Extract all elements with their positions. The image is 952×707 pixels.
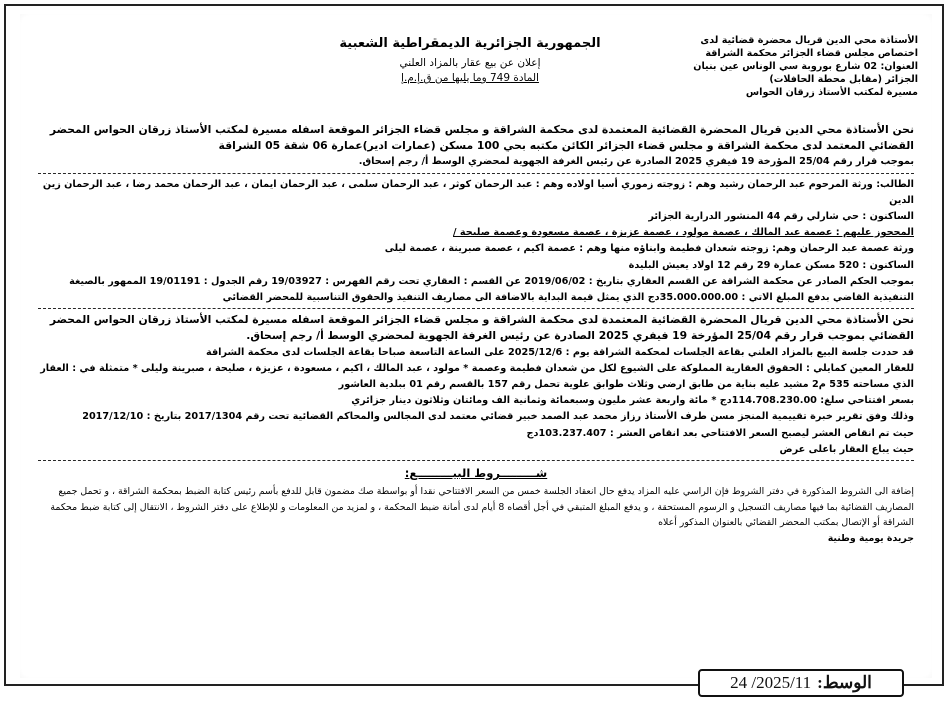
auction-notice-scan	[20, 14, 932, 678]
issuer-line: اختصاص مجلس قضاء الجزائر محكمة الشراقة	[705, 48, 918, 59]
paragraph: الطالب: ورثة المرحوم عبد الرحمان رشيد وهم : زوجته زموري أسيا اولاده وهم : عبد الرحمان كوثر ، عبد الرحمان سلمى ، عبد الرحمان ايمان ، عبد الرحمان محمد رضا ، عبد الرحمان زين الدين	[42, 178, 914, 206]
paragraph: الساكنون : 520 مسكن عمارة 29 رقم 12 اولاد يعيش البليدة	[628, 259, 914, 271]
paragraph: قد حددت جلسة البيع بالمزاد العلني بقاعة الجلسات لمحكمة الشراقة يوم : 2025/12/6 على الساعة التاسعة صباحا بقاعة الجلسات لدى محكمة الشراقة	[205, 346, 914, 358]
paragraph: للعقار المعين كمايلي : الحقوق العقارية المملوكة على الشيوع لكل من شعدان فطيمة وعصمة * مولود ، عبد المالك ، اكيم ، مسعودة ، عزيزة ، صليحة ، صبرينة وليلى * متمثلة في : العقار الذي مساحته 535 م2 مشيد عليه بناية من طابق ارضي وثلاث طوابق علوية تحمل رقم 157 بالقسم رقم 01 ببلدية العاشور	[40, 362, 914, 391]
paragraph: بموجب الحكم الصادر عن محكمة الشراقة عن القسم العقاري بتاريخ : 2019/06/02 عن القسم : العقاري تحت رقم الفهرس : 19/03927 رقم الجدول : 19/01191 الممهور بالصيغة التنفيذية القاضي بدفع المبلغ الاتي : 35.000.000.00دج الذي يمثل قيمة البداية بالاضافة الى مصاريف التنفيذ والحقوق التناسبية للمحضر القضائي	[69, 275, 914, 304]
paragraph: نحن الأستاذة محي الدين قريال المحضرة القضائية المعتمدة لدى محكمة الشراقة و مجلس قضاء الجزائر الموقعة اسفله مسيرة لمكتب الأستاذ زرقان الحواس المحضر القضائي بموجب قرار رقم 25/04 المؤرخة 19 فيفري 2025 الصادرة عن رئيس الغرفة الجهوية لمحضري الوسط أ/ رجم إسحاق.	[49, 313, 914, 343]
paragraph: الساكنون : حي شارلي رقم 44 المنشور الدرارية الجزائر	[648, 211, 914, 223]
conditions-title: شـــــــــروط البيـــــــــع:	[404, 466, 548, 481]
newspaper-name: الوسط:	[817, 673, 872, 692]
issuer-block	[638, 34, 918, 99]
publication-date: 2025/11/ 24	[730, 673, 812, 692]
divider	[38, 308, 914, 309]
issuer-line: العنوان: 02 شارع بوروبة سي الوناس عين بنيان	[693, 61, 918, 72]
newspaper-clipping	[4, 4, 944, 686]
divider	[38, 460, 914, 461]
paragraph: ورثة عصمة عبد الرحمان وهم: زوجته شعدان فطيمة وابناؤه منها وهم : عصمة اكيم ، عصمة صبرينة ، عصمة ليلى	[384, 243, 914, 255]
paragraph: حيث يباع العقار باعلى عرض	[779, 443, 914, 455]
conditions-text: إضافة الى الشروط المذكورة في دفتر الشروط فإن الراسي عليه المزاد يدفع حال انعقاد الجلسة خمس من السعر الافتتاحي نقدا أو بواسطة صك مضمون قابل للدفع بأسم رئيس كتابة الضبط بمحكمة الشراقة ، و تحمل جميع المصاريف القضائية بما فيها مصاريف التسجيل و الرسوم المستحقة ، و يدفع المبلغ المتبقي في أجل أقصاه 8 أيام لدى أمانة ضبط المحكمة ، و لمزيد من المعلومات و للإطلاع على دفتر الشروط ، الانتقال إلى كتابة ضبط محكمة الشراقة أو الإتصال بمكتب المحضر القضائي بالعنوان المذكور أعلاه	[50, 486, 914, 529]
paragraph: حيث تم انقاص العشر ليصبح السعر الافتتاحي بعد انقاص العشر : 103.237.407دج	[526, 427, 914, 439]
republic-title: الجمهورية الجزائرية الديمقراطية الشعبية	[339, 36, 601, 51]
divider	[38, 173, 914, 174]
source-date-box	[698, 669, 904, 697]
notice-header	[20, 14, 932, 116]
paragraph: نحن الأستاذة محي الدين قريال المحضرة القضائية المعتمدة لدى محكمة الشراقة و مجلس قضاء الجزائر الموقعة اسفله مسيرة لمكتب الأستاذ زرقان الحواس المحضر القضائي المعتمد لدى محكمة الشراقة و مجلس قضاء الجزائر الكائن مكتبه بحي 100 مسكن (عمارات ادير)عمارة 06 شقة 05 الشراقة	[49, 123, 914, 153]
paragraph: بموجب قرار رقم 25/04 المؤرخة 19 فيفري 2025 الصادرة عن رئيس الغرفة الجهوية لمحضري الوسط أ/ رجم إسحاق.	[358, 156, 914, 168]
notice-title: إعلان عن بيع عقار بالمزاد العلني	[399, 57, 541, 69]
issuer-line: الجزائر (مقابل محطة الحافلات)	[769, 74, 918, 85]
paragraph: المحجوز عليهم : عصمة عبد المالك ، عصمة مولود ، عصمة عزيزة ، عصمة مسعودة وعصمة صليحة /	[453, 227, 914, 239]
title-block	[320, 36, 620, 84]
issuer-line: الأستاذة محي الدين قريال محضرة قضائية لدى	[700, 35, 918, 46]
article-reference: المادة 749 وما يليها من ق.إ.م.إ	[401, 72, 539, 84]
notice-body	[38, 122, 914, 547]
issuer-line: مسيرة لمكتب الأستاذ زرقان الحواس	[745, 87, 918, 98]
paragraph: بسعر افتتاحي سلغ: 114.708.230.00دج * مائة واربعة عشر مليون وسبعمائة وثمانية الف ومائتان وثلاثون دينار جزائري	[351, 395, 914, 407]
paragraph: وذلك وفق تقرير خبرة تقييمية المنجز مسن طرف الأستاذ رزاز محمد عبد الصمد خبير قضائي معتمد لدى المجالس والمحاكم القضائية تحت رقم 2017/1304 بتاريخ : 2017/12/10	[82, 411, 914, 423]
publication-note: جريدة يومية وطنية	[827, 533, 914, 545]
